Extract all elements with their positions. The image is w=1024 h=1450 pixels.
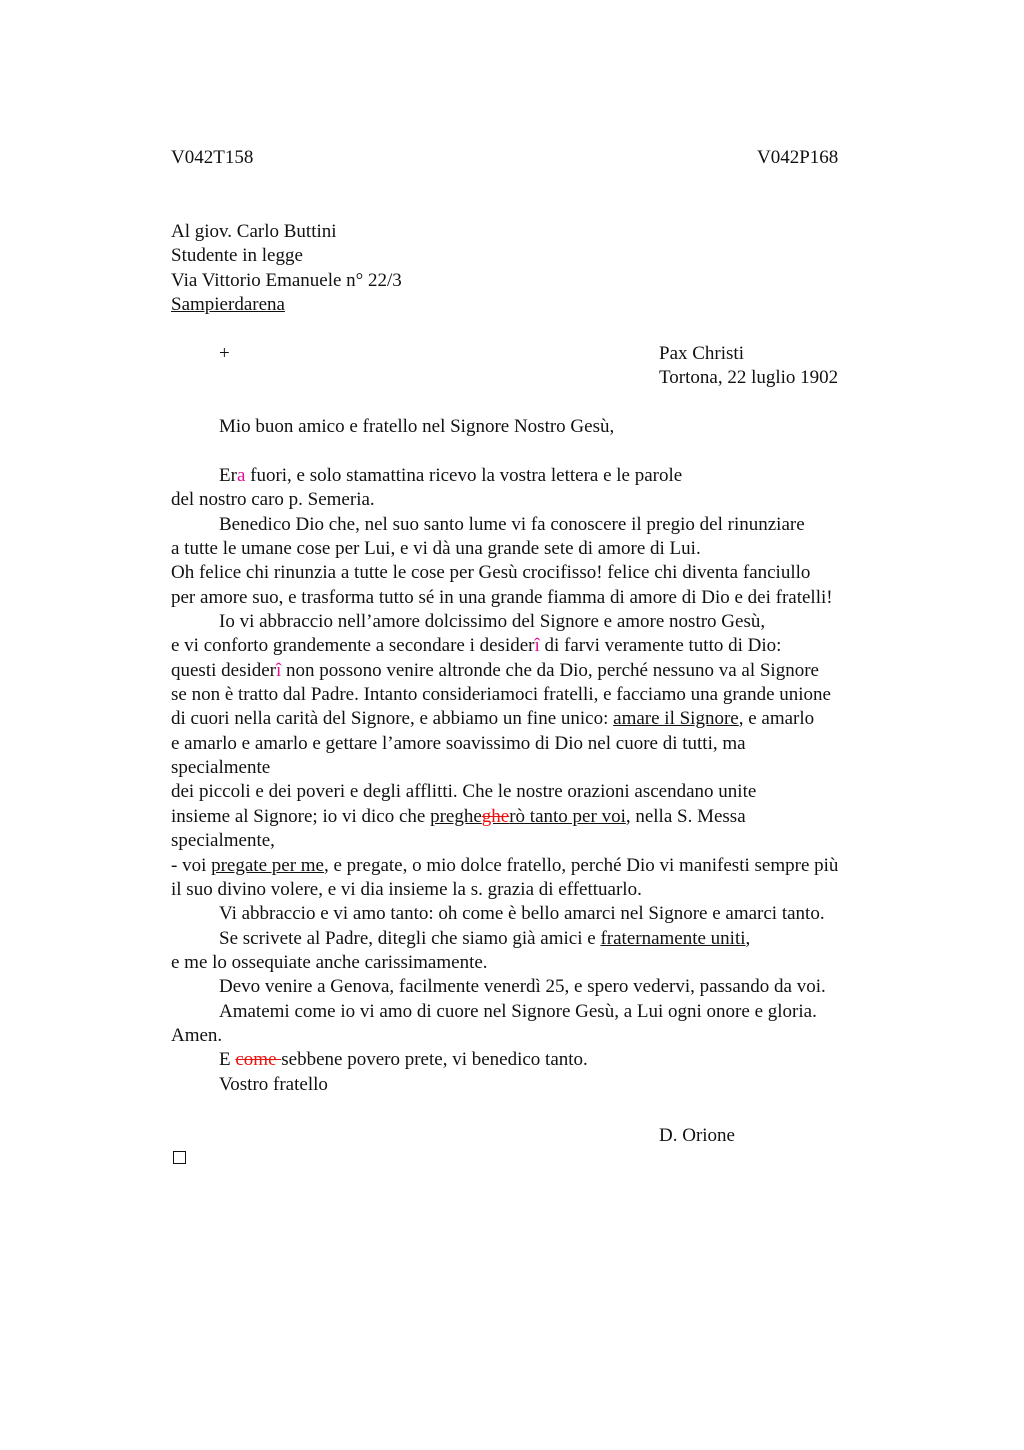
body-line: insieme al Signore; io vi dico che preghegherò tanto per voi, nella S. Messa	[171, 805, 746, 827]
body-line: e vi conforto grandemente a secondare i desiderî di farvi veramente tutto di Dio:	[171, 635, 782, 657]
body-line: e amarlo e amarlo e gettare l’amore soavissimo di Dio nel cuore di tutti, ma	[171, 732, 746, 754]
body-line: dei piccoli e dei poveri e degli afflitti. Che le nostre orazioni ascendano unite	[171, 781, 757, 803]
document-code-right: V042P168	[757, 147, 839, 168]
body-line: specialmente,	[171, 830, 275, 852]
body-line: E come sebbene povero prete, vi benedico tanto.	[219, 1049, 588, 1071]
address-city: Sampierdarena	[171, 294, 285, 316]
body-line: Oh felice chi rinunzia a tutte le cose per Gesù crocifisso! felice chi diventa fanciullo	[171, 562, 811, 584]
cross-symbol: +	[219, 343, 230, 364]
motto-block	[659, 342, 838, 391]
body-line: a tutte le umane cose per Lui, e vi dà una grande sete di amore di Lui.	[171, 538, 701, 560]
body-line: di cuori nella carità del Signore, e abbiamo un fine unico: amare il Signore, e amarlo	[171, 708, 815, 730]
body-line: - voi pregate per me, e pregate, o mio dolce fratello, perché Dio vi manifesti sempre più	[171, 854, 839, 876]
end-of-document-box-icon	[173, 1151, 186, 1164]
address-line: Studente in legge	[171, 245, 303, 267]
address-line: Al giov. Carlo Buttini	[171, 221, 337, 242]
underlined-phrase: preghegherò tanto per voi	[430, 805, 626, 827]
insertion-mark: a	[236, 465, 246, 486]
place-date: Tortona, 22 luglio 1902	[659, 367, 839, 389]
body-line: Amatemi come io vi amo di cuore nel Signore Gesù, a Lui ogni onore e gloria.	[219, 1000, 817, 1022]
body-line: Era fuori, e solo stamattina ricevo la vostra lettera e le parole	[219, 465, 683, 486]
body-line: questi desiderî non possono venire altronde che da Dio, perché nessuno va al Signore	[171, 659, 819, 681]
underlined-phrase: pregate per me	[211, 854, 324, 876]
body-line: Devo venire a Genova, facilmente venerdì 25, e spero vedervi, passando da voi.	[219, 976, 826, 998]
body-line: se non è tratto dal Padre. Intanto consideriamoci fratelli, e facciamo una grande unione	[171, 684, 831, 706]
insertion-mark: î	[534, 635, 540, 657]
body-line: Vostro fratello	[219, 1073, 328, 1095]
body-line: Io vi abbraccio nell’amore dolcissimo del Signore e amore nostro Gesù,	[219, 611, 766, 633]
body-line: del nostro caro p. Semeria.	[171, 489, 375, 511]
insertion-mark: î	[276, 659, 282, 681]
deletion-mark: come	[235, 1049, 282, 1071]
underlined-phrase: fraternamente uniti	[600, 927, 746, 949]
signature: D. Orione	[659, 1125, 735, 1146]
motto: Pax Christi	[659, 343, 744, 364]
body-line: Vi abbraccio e vi amo tanto: oh come è bello amarci nel Signore e amarci tanto.	[219, 903, 825, 925]
body-line: Se scrivete al Padre, ditegli che siamo già amici e fraternamente uniti,	[219, 927, 751, 949]
underlined-phrase: amare il Signore	[613, 708, 739, 730]
address-line: Via Vittorio Emanuele n° 22/3	[171, 269, 402, 291]
body-line: e me lo ossequiate anche carissimamente.	[171, 951, 488, 973]
body-line: specialmente	[171, 757, 271, 779]
letter-body	[171, 464, 838, 1097]
body-line: Benedico Dio che, nel suo santo lume vi fa conoscere il pregio del rinunziare	[219, 513, 805, 535]
body-line: Amen.	[171, 1024, 223, 1046]
body-line: il suo divino volere, e vi dia insieme la s. grazia di effettuarlo.	[171, 878, 642, 900]
body-line: per amore suo, e trasforma tutto sé in una grande fiamma di amore di Dio e dei fratelli!	[171, 586, 833, 608]
salutation: Mio buon amico e fratello nel Signore Nostro Gesù,	[219, 416, 615, 437]
deletion-mark: ghe	[481, 805, 510, 827]
address-block	[171, 220, 402, 317]
document-code-left: V042T158	[171, 147, 254, 168]
